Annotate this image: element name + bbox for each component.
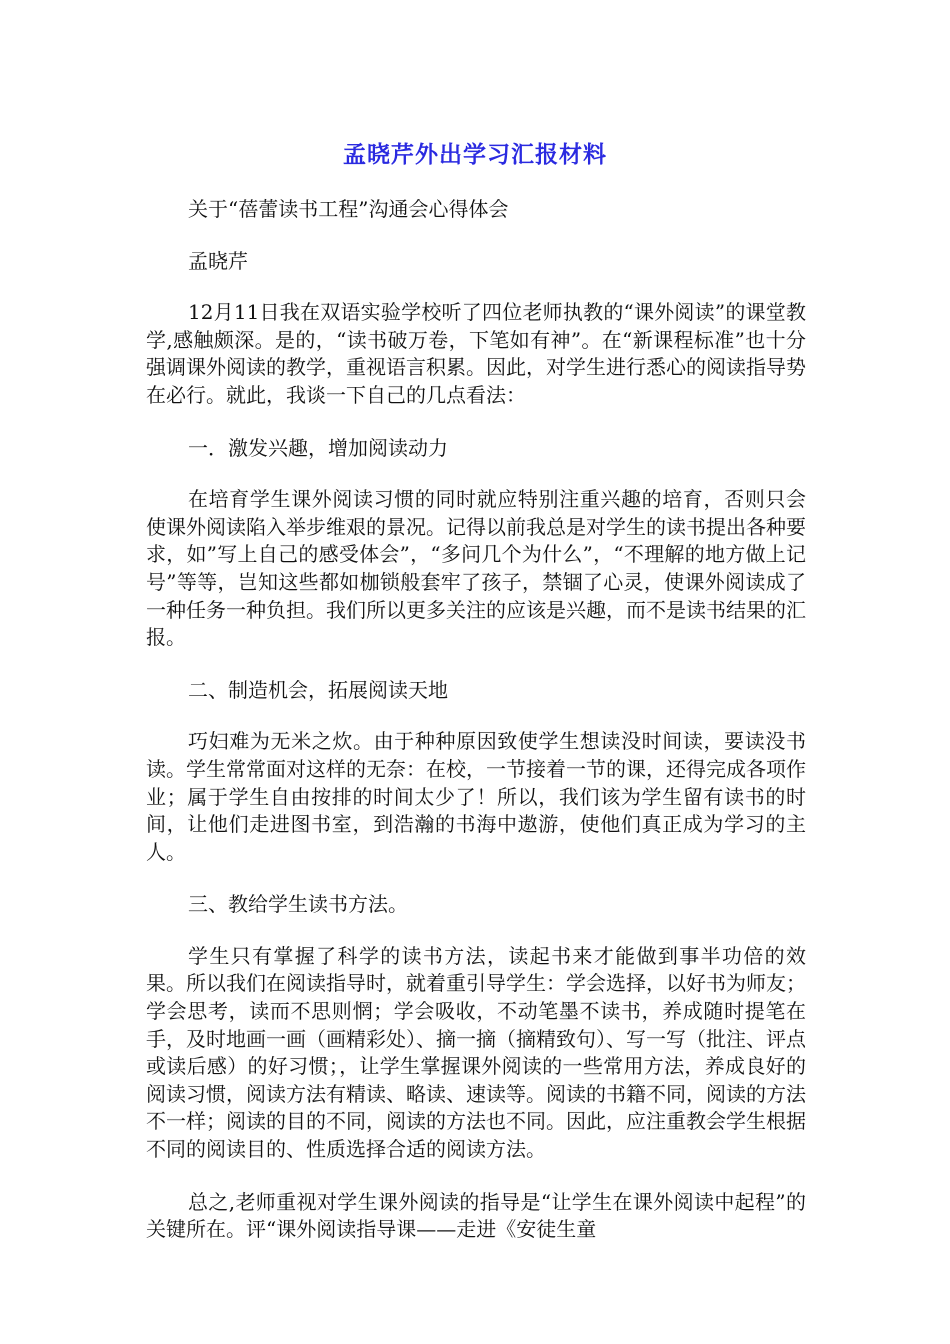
author-name: 孟晓芹 (188, 248, 248, 273)
section-heading-2: 二、制造机会，拓展阅读天地 (188, 677, 448, 702)
section-heading-3: 三、教给学生读书方法。 (188, 892, 408, 917)
section-paragraph-1: 在培育学生课外阅读习惯的同时就应特别注重兴趣的培育，否则只会使课外阅读陷入举步维艰的景况。记得以前我总是对学生的读书提出各种要求，如”写上自己的感受体会”，“多问几个为什么”，“不理解的地方做上记号”等等，岂知这些都如枷锁般套牢了孩子，禁锢了心灵，使课外阅读成了一种任务一种负担。我们所以更多关注的应该是兴趣，而不是读书结果的汇报。 (146, 487, 806, 650)
conclusion-paragraph: 总之,老师重视对学生课外阅读的指导是“让学生在课外阅读中起程”的关键所在。评“课外阅读指导课——走进《安徒生童 (146, 1189, 806, 1242)
section-paragraph-2: 巧妇难为无米之炊。由于种种原因致使学生想读没时间读，要读没书读。学生常常面对这样的无奈：在校，一节接着一节的课，还得完成各项作业；属于学生自由按排的时间太少了！所以，我们该为学生留有读书的时间，让他们走进图书室，到浩瀚的书海中遨游，使他们真正成为学习的主人。 (146, 729, 806, 864)
section-paragraph-3: 学生只有掌握了科学的读书方法，读起书来才能做到事半功倍的效果。所以我们在阅读指导时，就着重引导学生：学会选择，以好书为师友；学会思考，读而不思则惘；学会吸收，不动笔墨不读书，养成随时提笔在手，及时地画一画（画精彩处）、摘一摘（摘精致句）、写一写（批注、评点或读后感）的好习惯；，让学生掌握课外阅读的一些常用方法，养成良好的阅读习惯，阅读方法有精读、略读、速读等。阅读的书籍不同，阅读的方法不一样；阅读的目的不同，阅读的方法也不同。因此，应注重教会学生根据不同的阅读目的、性质选择合适的阅读方法。 (146, 943, 806, 1162)
intro-paragraph: 12月11日我在双语实验学校听了四位老师执教的“课外阅读”的课堂教学,感触颇深。是的，“读书破万卷，下笔如有神”。在“新课程标准”也十分强调课外阅读的教学，重视语言积累。因此，对学生进行悉心的阅读指导势在必行。就此，我谈一下自己的几点看法： (146, 300, 806, 407)
document-body (146, 196, 806, 1269)
section-heading-1: 一．激发兴趣，增加阅读动力 (188, 435, 448, 460)
subtitle-paragraph: 关于“蓓蕾读书工程”沟通会心得体会 (188, 197, 509, 221)
document-title: 孟晓芹外出学习汇报材料 (343, 142, 607, 168)
